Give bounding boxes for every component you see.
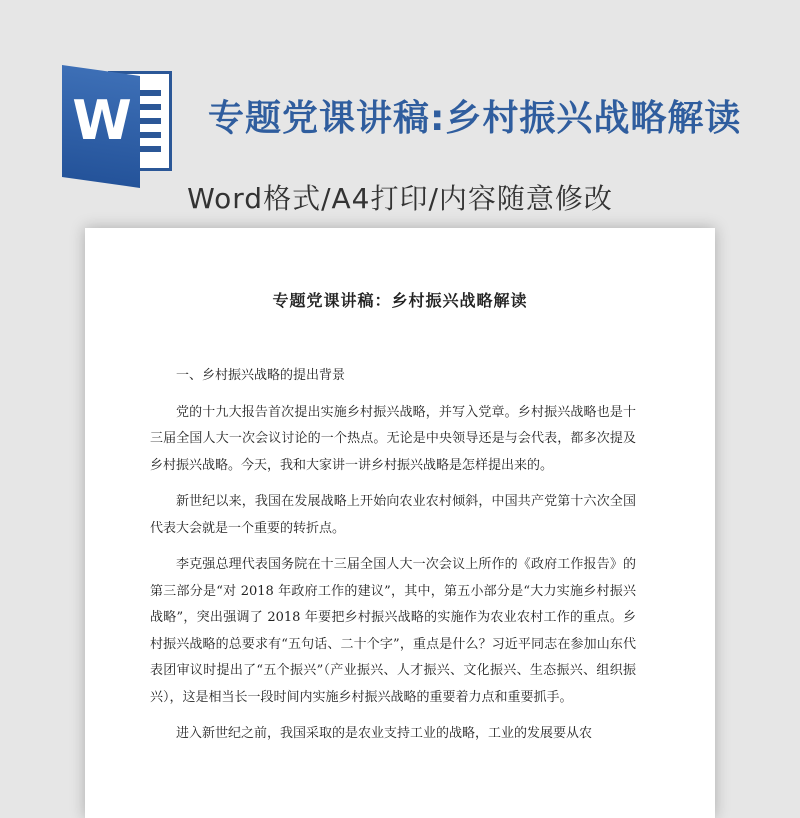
- word-logo-letter: W: [72, 89, 132, 152]
- banner-subtitle: Word格式/A4打印/内容随意修改: [187, 182, 613, 215]
- banner-title: 专题党课讲稿:乡村振兴战略解读: [208, 98, 742, 139]
- word-logo-icon: [62, 65, 174, 175]
- paragraph: 进入新世纪之前，我国采取的是农业支持工业的战略，工业的发展要从农: [176, 726, 593, 741]
- paragraph: 党的十九大报告首次提出实施乡村振兴战略，并写入党章。乡村振兴战略也是十三届全国人大一次会议讨论的一个热点。无论是中央领导还是与会代表，都多次提及乡村振兴战略。今天，我和大家讲一讲乡村振兴战略是怎样提出来的。: [150, 404, 636, 473]
- paragraph: 新世纪以来，我国在发展战略上开始向农业农村倾斜，中国共产党第十六次全国代表大会就是一个重要的转折点。: [150, 494, 636, 536]
- section-heading: 一、乡村振兴战略的提出背景: [176, 368, 346, 383]
- document-title: 专题党课讲稿：乡村振兴战略解读: [272, 291, 528, 310]
- document-body: [150, 363, 636, 758]
- document-page: [85, 228, 715, 818]
- paragraph: 李克强总理代表国务院在十三届全国人大一次会议上所作的《政府工作报告》的第三部分是“对 2018 年政府工作的建议”，其中，第五小部分是“大力实施乡村振兴战略”，突出强调了 2018 年要把乡村振兴战略的实施作为农业农村工作的重点。乡村振兴战略的总要求有“五句话、二十个字”，重点是什么？习近平同志在参加山东代表团审议时提出了“五个振兴”（产业振兴、人才振兴、文化振兴、生态振兴、组织振兴），这是相当长一段时间内实施乡村振兴战略的重要着力点和重要抓手。: [150, 557, 636, 705]
